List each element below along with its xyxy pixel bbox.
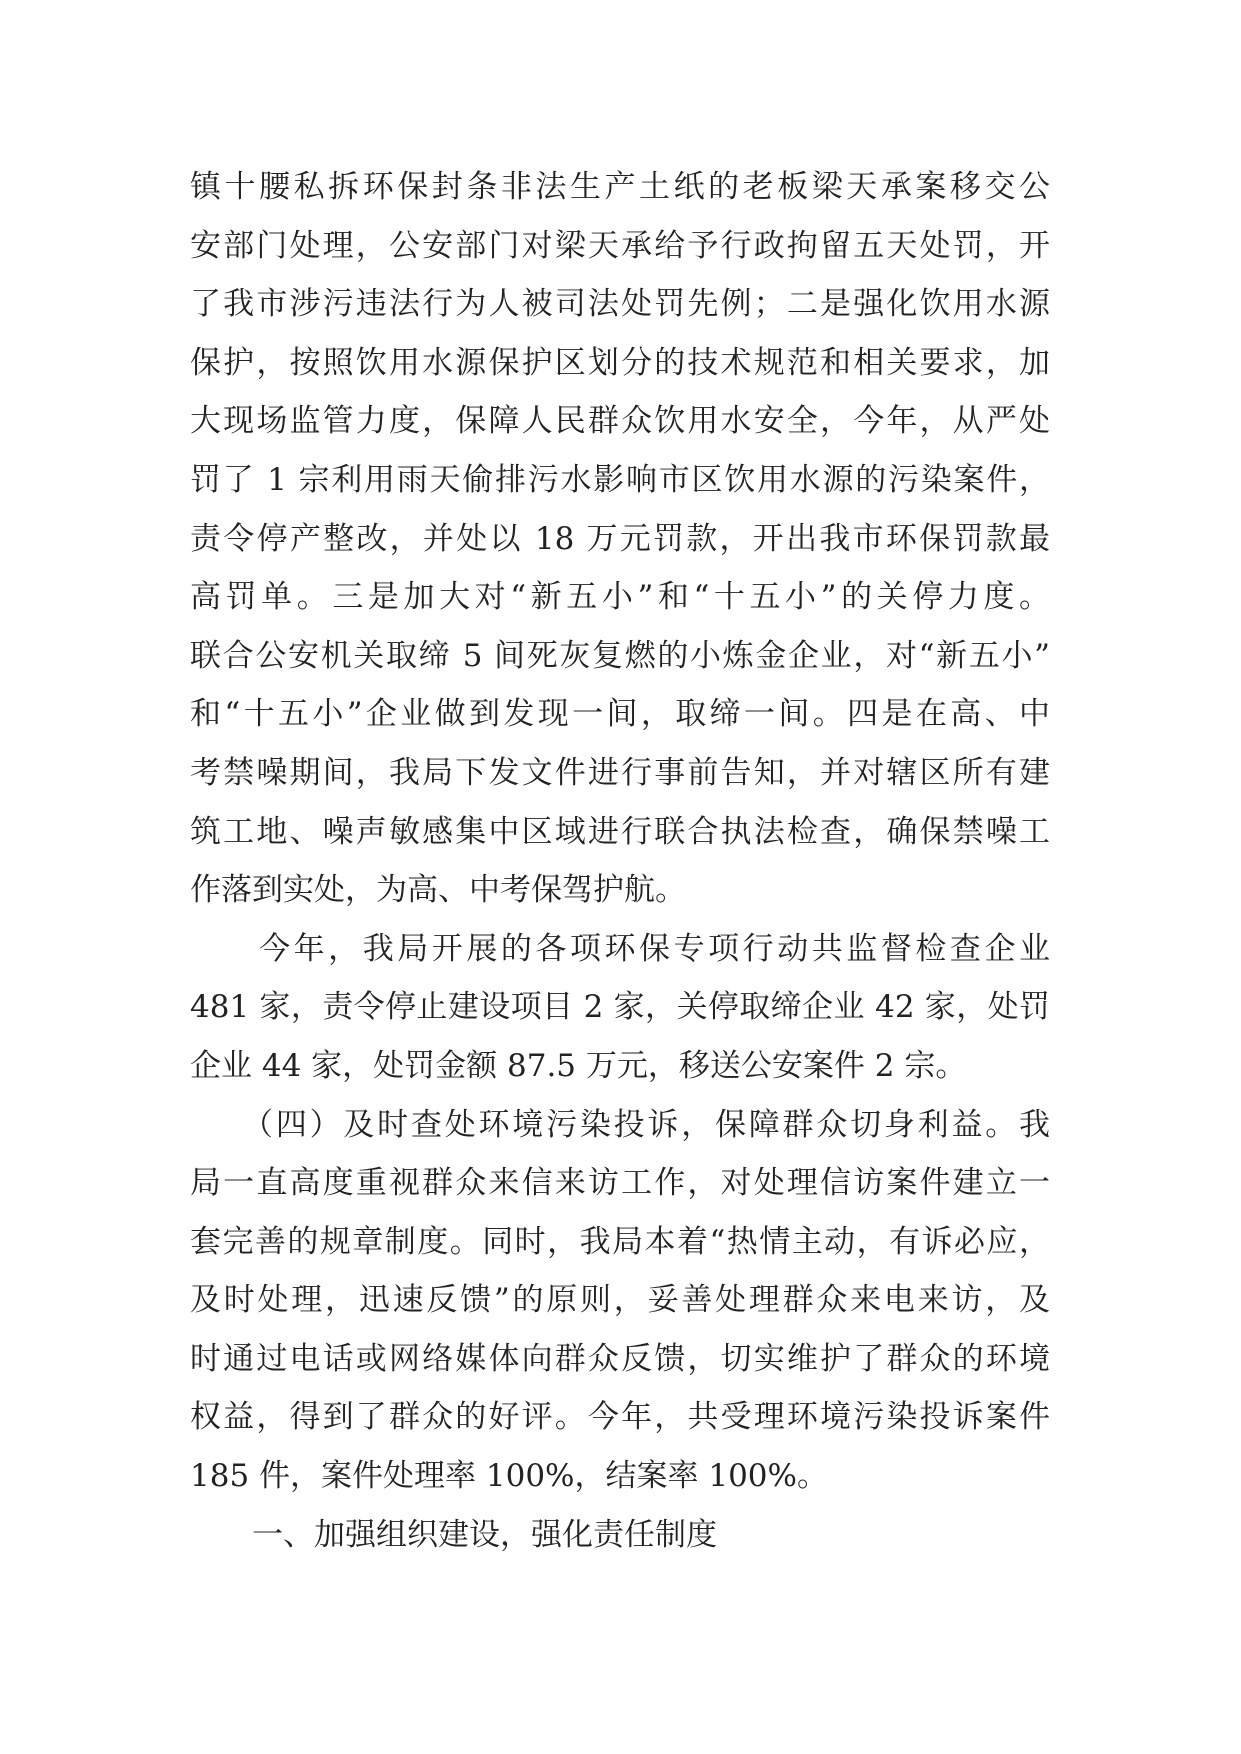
text-line: 考禁噪期间，我局下发文件进行事前告知，并对辖区所有建 <box>190 754 1050 791</box>
text-line: 时通过电话或网络媒体向群众反馈，切实维护了群众的环境 <box>190 1340 1050 1377</box>
text-line: 了我市涉污违法行为人被司法处罚先例；二是强化饮用水源 <box>190 286 1050 323</box>
text-line: 套完善的规章制度。同时，我局本着“热情主动，有诉必应， <box>190 1223 1050 1260</box>
text-line: 企业 44 家，处罚金额 87.5 万元，移送公安案件 2 宗。 <box>190 1047 967 1084</box>
text-line: 镇十腰私拆环保封条非法生产土纸的老板梁天承案移交公 <box>190 169 1050 205</box>
text-line: 185 件，案件处理率 100%，结案率 100%。 <box>190 1458 828 1495</box>
paragraph-complaint-handling <box>190 1096 1050 1506</box>
paragraph-annual-statistics <box>190 920 1050 1096</box>
text-line: 481 家，责令停止建设项目 2 家，关停取缔企业 42 家，处罚 <box>190 989 1050 1026</box>
text-line: 大现场监管力度，保障人民群众饮用水安全，今年，从严处 <box>190 403 1050 440</box>
text-line: 权益，得到了群众的好评。今年，共受理环境污染投诉案件 <box>190 1399 1050 1436</box>
text-line: 责令停产整改，并处以 18 万元罚款，开出我市环保罚款最 <box>190 520 1050 557</box>
text-line: 和“十五小”企业做到发现一间，取缔一间。四是在高、中 <box>190 696 1050 733</box>
paragraph-enforcement-measures <box>190 158 1050 920</box>
text-line: （四）及时查处环境污染投诉，保障群众切身利益。我 <box>190 1106 1050 1143</box>
text-line: 作落到实处，为高、中考保驾护航。 <box>190 872 686 909</box>
section-heading <box>190 1506 1050 1565</box>
heading-line: 一、加强组织建设，强化责任制度 <box>190 1516 717 1553</box>
text-line: 局一直高度重视群众来信来访工作，对处理信访案件建立一 <box>190 1165 1050 1202</box>
text-line: 保护，按照饮用水源保护区划分的技术规范和相关要求，加 <box>190 344 1050 381</box>
document-body <box>190 158 1050 1564</box>
text-line: 今年，我局开展的各项环保专项行动共监督检查企业 <box>190 930 1050 967</box>
text-line: 联合公安机关取缔 5 间死灰复燃的小炼金企业，对“新五小” <box>190 637 1050 674</box>
text-line: 安部门处理，公安部门对梁天承给予行政拘留五天处罚，开 <box>190 227 1050 264</box>
text-line: 罚了 1 宗利用雨天偷排污水影响市区饮用水源的污染案件， <box>190 461 1050 498</box>
text-line: 及时处理，迅速反馈”的原则，妥善处理群众来电来访，及 <box>190 1282 1050 1319</box>
text-line: 筑工地、噪声敏感集中区域进行联合执法检查，确保禁噪工 <box>190 813 1050 850</box>
text-line: 高罚单。三是加大对“新五小”和“十五小”的关停力度。 <box>190 579 1050 616</box>
